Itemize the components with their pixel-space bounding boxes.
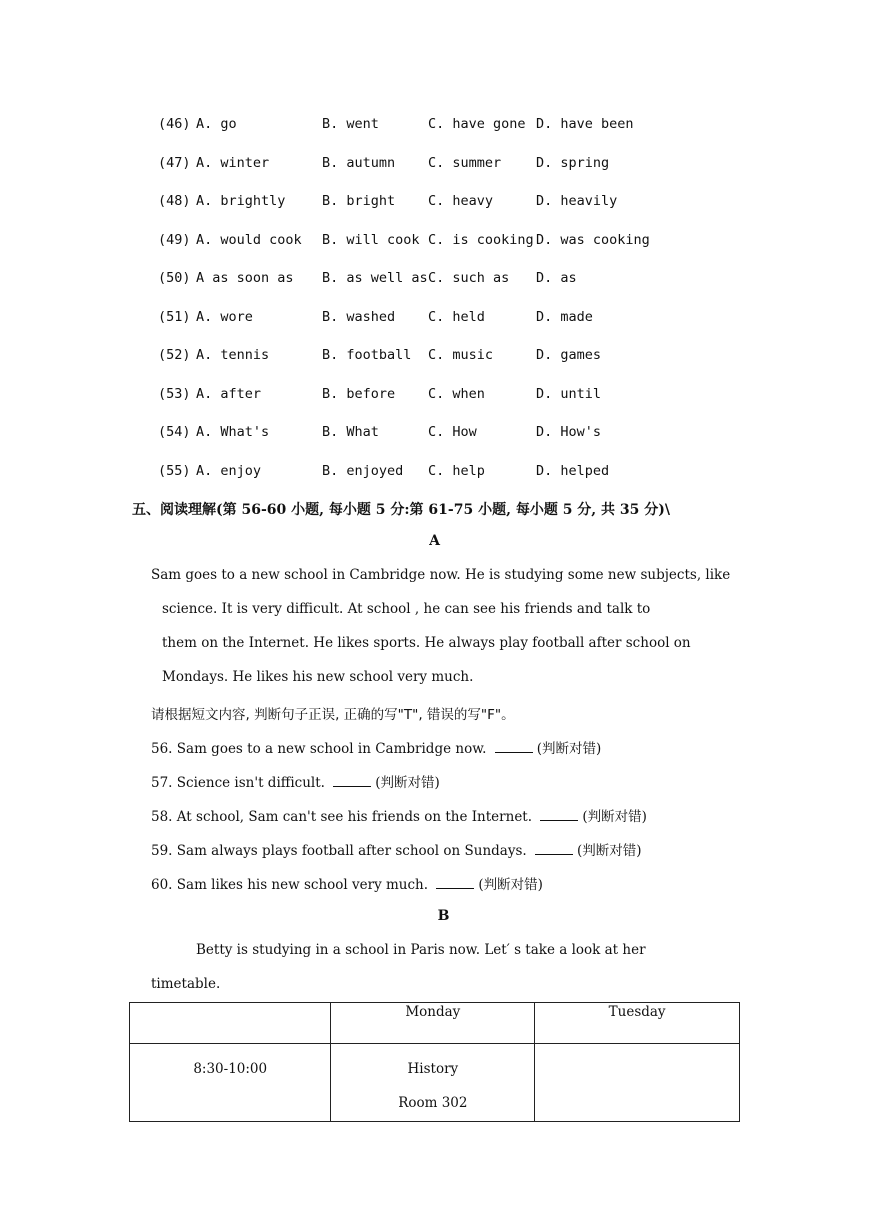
question-text: Sam goes to a new school in Cambridge now. [176, 741, 487, 757]
option-a: A. enjoy [196, 463, 262, 479]
timetable [129, 1002, 740, 1122]
question-number: 59. [151, 843, 173, 859]
question-number: (48) [158, 193, 191, 209]
question-text: Sam likes his new school very much. [176, 877, 429, 893]
option-a: A. What's [196, 424, 270, 440]
question-number: (54) [158, 424, 191, 440]
answer-blank[interactable] [436, 876, 474, 889]
timetable-header-monday: Monday [331, 1003, 535, 1044]
option-c: C. held [428, 309, 485, 325]
question-57 [151, 771, 440, 791]
passage-b-heading: B [437, 908, 450, 924]
option-a: A. after [196, 386, 262, 402]
option-c: C. music [428, 347, 494, 363]
question-number: (55) [158, 463, 191, 479]
instruction-text: 请根据短文内容, 判断句子正误, 正确的写"T", 错误的写"F"。 [151, 707, 515, 723]
option-c: C. heavy [428, 193, 494, 209]
option-d: D. heavily [536, 193, 618, 209]
option-b: B. football [322, 347, 412, 363]
question-hint: (判断对错) [375, 775, 440, 791]
timetable-header-row [130, 1003, 740, 1044]
question-number: (47) [158, 155, 191, 171]
option-b: B. enjoyed [322, 463, 404, 479]
answer-blank[interactable] [535, 842, 573, 855]
passage-a-line: science. It is very difficult. At school , he can see his friends and talk to [162, 601, 651, 617]
passage-a-line: Mondays. He likes his new school very much. [162, 669, 474, 685]
option-b: B. went [322, 116, 379, 132]
question-number: (50) [158, 270, 191, 286]
question-60 [151, 873, 543, 893]
timetable-row [130, 1044, 740, 1122]
question-59 [151, 839, 642, 859]
option-c: C. summer [428, 155, 502, 171]
option-c: C. How [428, 424, 477, 440]
timetable-tuesday-cell [535, 1044, 740, 1122]
option-d: D. spring [536, 155, 610, 171]
question-hint: (判断对错) [536, 741, 602, 757]
option-b: B. will cook [322, 232, 420, 248]
question-56 [151, 737, 601, 757]
question-hint: (判断对错) [576, 843, 642, 859]
option-a: A. winter [196, 155, 270, 171]
passage-a-heading: A [429, 533, 440, 549]
timetable-header-cell [130, 1003, 331, 1044]
option-a: A. go [196, 116, 237, 132]
option-d: D. helped [536, 463, 610, 479]
answer-blank[interactable] [333, 774, 371, 787]
option-d: D. was cooking [536, 232, 650, 248]
question-hint: (判断对错) [478, 877, 543, 893]
option-a: A. brightly [196, 193, 286, 209]
answer-blank[interactable] [495, 740, 533, 753]
question-text: At school, Sam can't see his friends on the Internet. [176, 809, 533, 825]
question-number: 60. [151, 877, 173, 893]
answer-blank[interactable] [540, 808, 578, 821]
option-a: A. wore [196, 309, 253, 325]
time-text: 8:30-10:00 [193, 1061, 268, 1077]
timetable-time [130, 1044, 331, 1122]
question-hint: (判断对错) [582, 809, 647, 825]
question-number: (49) [158, 232, 191, 248]
question-number: (51) [158, 309, 191, 325]
option-d: D. have been [536, 116, 634, 132]
option-c: C. have gone [428, 116, 526, 132]
passage-b-line: Betty is studying in a school in Paris now. Let′ s take a look at her [196, 942, 646, 958]
option-a: A. would cook [196, 232, 302, 248]
question-number: 56. [151, 741, 173, 757]
question-text: Sam always plays football after school on Sundays. [176, 843, 527, 859]
option-b: B. bright [322, 193, 396, 209]
question-number: (53) [158, 386, 191, 402]
subject-text: History [407, 1061, 459, 1077]
option-d: D. until [536, 386, 602, 402]
option-c: C. such as [428, 270, 510, 286]
option-b: B. What [322, 424, 379, 440]
question-text: Science isn't difficult. [176, 775, 325, 791]
option-b: B. washed [322, 309, 396, 325]
timetable-monday-cell [331, 1044, 535, 1122]
passage-b-line: timetable. [151, 976, 221, 992]
option-d: D. made [536, 309, 593, 325]
timetable-header-tuesday: Tuesday [535, 1003, 740, 1044]
question-number: (52) [158, 347, 191, 363]
option-b: B. as well as [322, 270, 428, 286]
option-d: D. games [536, 347, 602, 363]
passage-a-line: Sam goes to a new school in Cambridge now. He is studying some new subjects, like [151, 567, 731, 583]
question-number: 57. [151, 775, 173, 791]
option-a: A. tennis [196, 347, 270, 363]
question-58 [151, 805, 647, 825]
passage-a-line: them on the Internet. He likes sports. He always play football after school on [162, 635, 691, 651]
option-c: C. help [428, 463, 485, 479]
question-number: (46) [158, 116, 191, 132]
option-b: B. autumn [322, 155, 396, 171]
option-b: B. before [322, 386, 396, 402]
room-text: Room 302 [398, 1095, 468, 1111]
option-d: D. How's [536, 424, 602, 440]
option-c: C. is cooking [428, 232, 534, 248]
section-title: 五、阅读理解(第 56-60 小题, 每小题 5 分:第 61-75 小题, 每小题 5 分, 共 35 分)\ [132, 502, 671, 518]
option-c: C. when [428, 386, 485, 402]
question-number: 58. [151, 809, 173, 825]
option-d: D. as [536, 270, 577, 286]
option-a: A as soon as [196, 270, 294, 286]
